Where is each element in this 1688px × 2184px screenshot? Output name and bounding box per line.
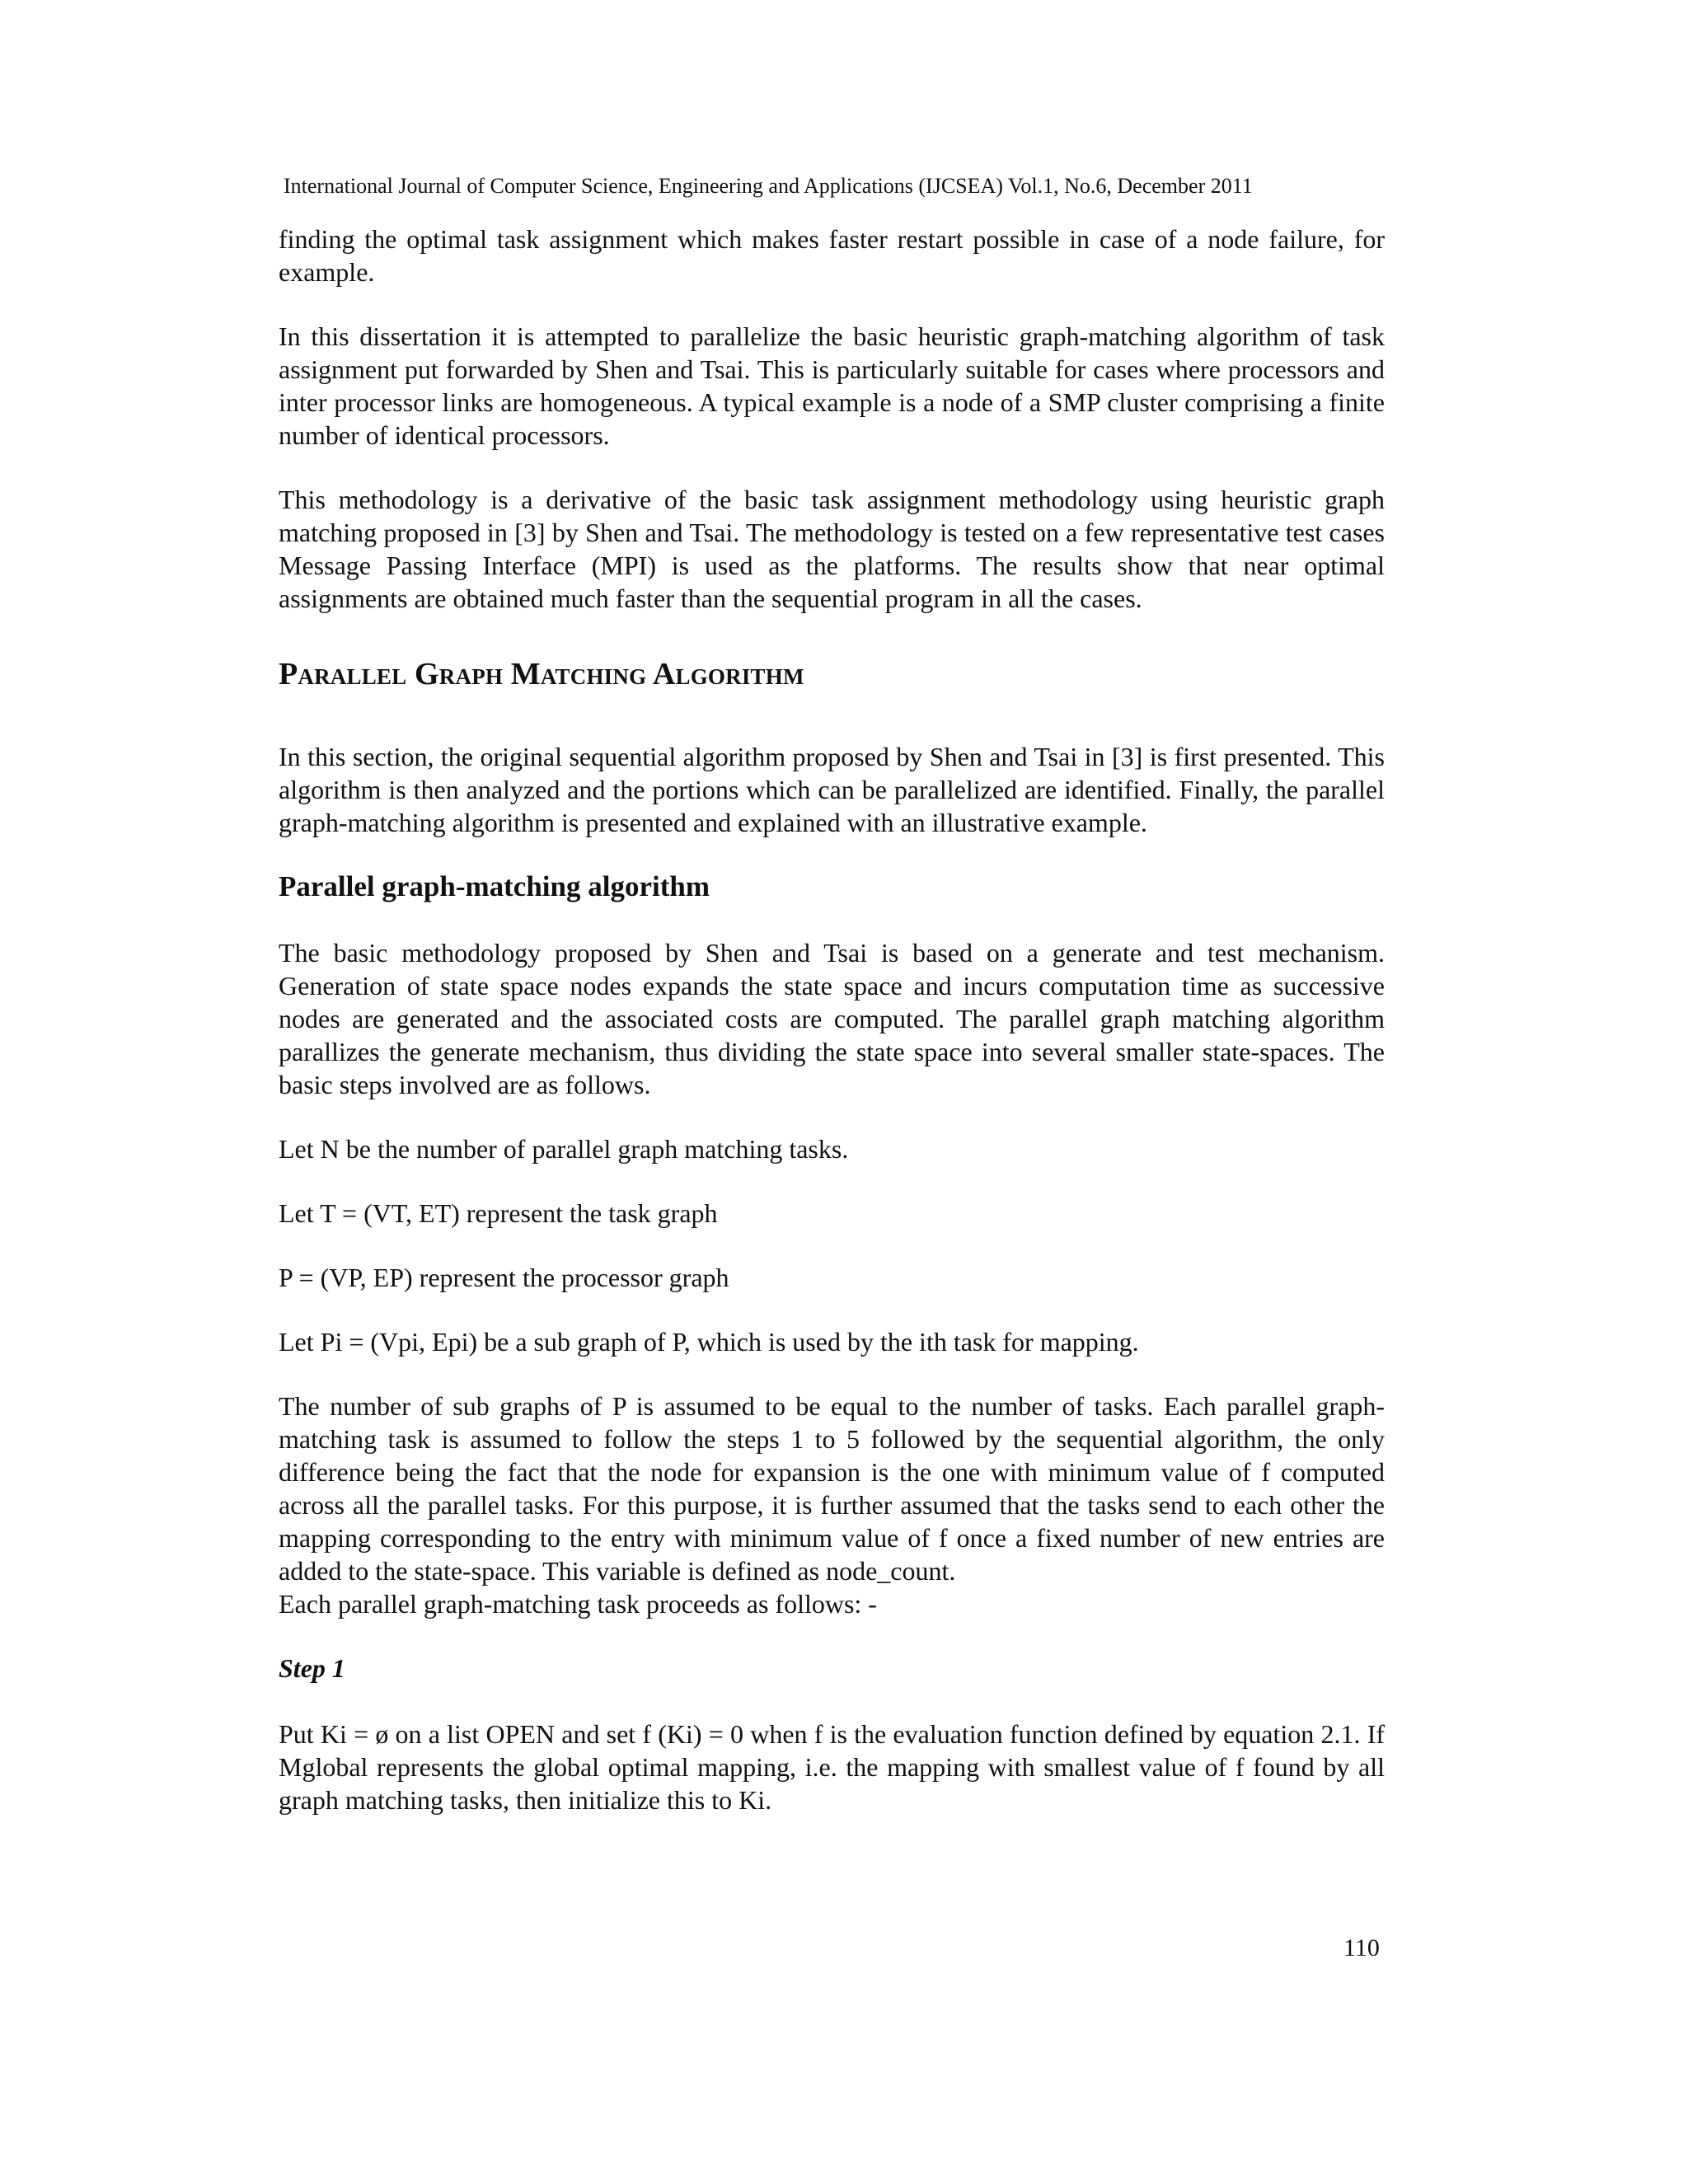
paragraph-task-proceeds: Each parallel graph-matching task proceeds as follows: - <box>279 1589 877 1619</box>
paragraph-sub-graphs-assumption: The number of sub graphs of P is assumed to be equal to the number of tasks. Each parallel graph-matching task is assumed to follow the steps 1 to 5 followed by the sequential algorithm, the only difference being the fact that the node for expansion is the one with minimum value of f computed across all the parallel tasks. For this purpose, it is further assumed that the tasks send to each other the mapping corresponding to the entry with minimum value of f once a fixed number of new entries are added to the state-space. This variable is defined as node_count. <box>279 1391 1385 1586</box>
paragraph-let-n: Let N be the number of parallel graph matching tasks. <box>279 1134 849 1164</box>
section-heading: Parallel Graph Matching Algorithm <box>279 657 804 691</box>
page-body <box>279 223 1385 1848</box>
subsection-heading: Parallel graph-matching algorithm <box>279 870 710 902</box>
paragraph-methodology: This methodology is a derivative of the basic task assignment methodology using heuristic graph matching proposed in [3] by Shen and Tsai. The methodology is tested on a few representative test cases Message Passing Interface (MPI) is used as the platforms. The results show that near optimal assignments are obtained much faster than the sequential program in all the cases. <box>279 485 1385 613</box>
paragraph-continuation: finding the optimal task assignment which makes faster restart possible in case of a node failure, for example. <box>279 224 1385 287</box>
step-heading: Step 1 <box>279 1653 345 1683</box>
paragraph-section-overview: In this section, the original sequential algorithm proposed by Shen and Tsai in [3] is first presented. This algorithm is then analyzed and the portions which can be parallelized are identified. Finally, the parallel graph-matching algorithm is presented and explained with an illustrative example. <box>279 742 1385 837</box>
paragraph-task-graph: Let T = (VT, ET) represent the task graph <box>279 1198 718 1228</box>
paragraph-processor-graph: P = (VP, EP) represent the processor graph <box>279 1263 729 1292</box>
paragraph-step-1: Put Ki = ø on a list OPEN and set f (Ki) = 0 when f is the evaluation function defined by equation 2.1. If Mglobal represents the global optimal mapping, i.e. the mapping with smallest value of f found by all graph matching tasks, then initialize this to Ki. <box>279 1719 1385 1815</box>
paragraph-sub-graph: Let Pi = (Vpi, Epi) be a sub graph of P, which is used by the ith task for mapping. <box>279 1327 1139 1357</box>
paragraph-basic-methodology: The basic methodology proposed by Shen and Tsai is based on a generate and test mechanism. Generation of state space nodes expands the state space and incurs computation time as successive nodes are generated and the associated costs are computed. The parallel graph matching algorithm parallizes the generate mechanism, thus dividing the state space into several smaller state-spaces. The basic steps involved are as follows. <box>279 938 1385 1099</box>
page-number: 110 <box>1343 1934 1380 1961</box>
running-header: International Journal of Computer Science, Engineering and Applications (IJCSEA) Vol.1, No.6, December 2011 <box>284 174 1253 198</box>
paragraph-intro-parallelize: In this dissertation it is attempted to parallelize the basic heuristic graph-matching algorithm of task assignment put forwarded by Shen and Tsai. This is particularly suitable for cases where processors and inter processor links are homogeneous. A typical example is a node of a SMP cluster comprising a finite number of identical processors. <box>279 321 1385 450</box>
